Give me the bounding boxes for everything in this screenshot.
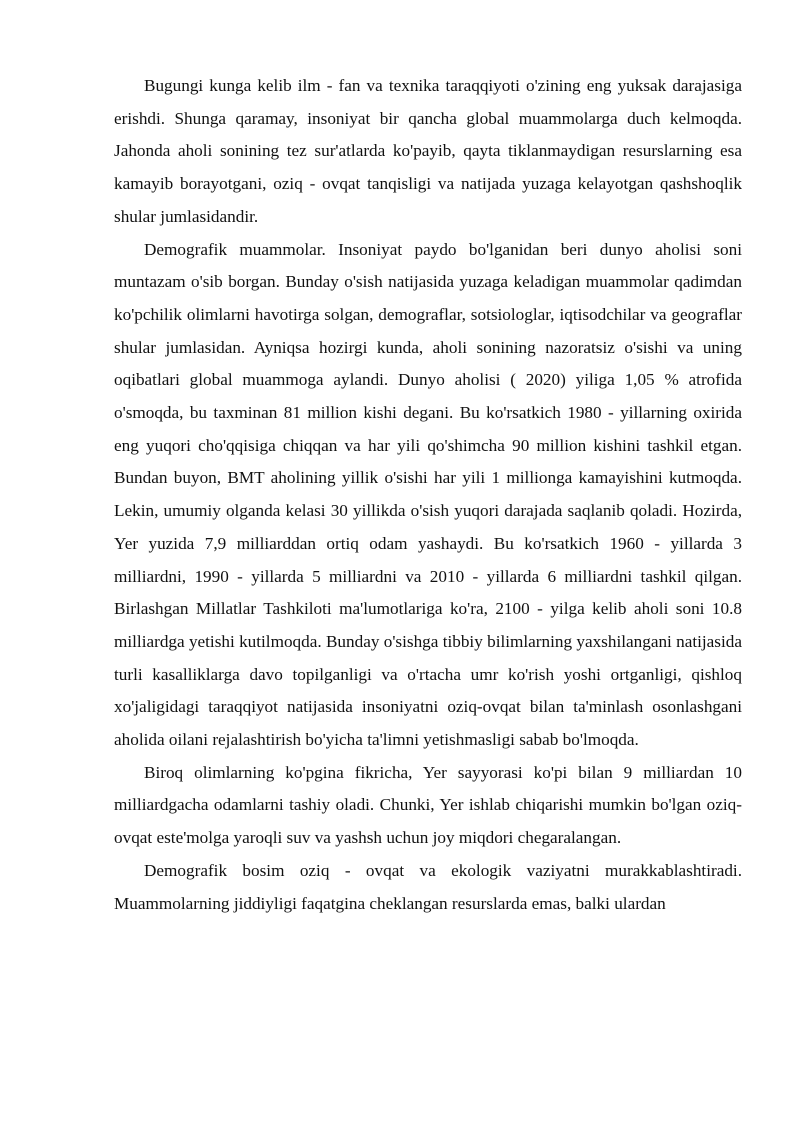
document-page [114, 70, 742, 920]
paragraph-intro: Bugungi kunga kelib ilm - fan va texnika taraqqiyoti o'zining eng yuksak darajasiga erishdi. Shunga qaramay, insoniyat bir qancha global muammolarga duch kelmoqda. Jahonda aholi sonining tez sur'atlarda ko'payib, qayta tiklanmaydigan resurslarning esa kamayib borayotgani, oziq - ovqat tanqisligi va natijada yuzaga kelayotgan qashshoqlik shular jumlasidandir. [114, 76, 742, 226]
paragraph-demographic-pressure: Demografik bosim oziq - ovqat va ekologik vaziyatni murakkablashtiradi. Muammolarning jiddiyligi faqatgina cheklangan resurslarda emas, balki ulardan [114, 860, 742, 913]
paragraph-earth-capacity: Biroq olimlarning ko'pgina fikricha, Yer sayyorasi ko'pi bilan 9 milliardan 10 milliardgacha odamlarni tashiy oladi. Chunki, Yer ishlab chiqarishi mumkin bo'lgan oziq-ovqat este'molga yaroqli suv va yashsh uchun joy miqdori chegaralangan. [114, 762, 742, 848]
paragraph-demographic-problems: Demografik muammolar. Insoniyat paydo bo'lganidan beri dunyo aholisi soni muntazam o'sib borgan. Bunday o'sish natijasida yuzaga keladigan muammolar qadimdan ko'pchilik olimlarni havotirga solgan, demograflar, sotsiologlar, iqtisodchilar va geograflar shular jumlasidan. Ayniqsa hozirgi kunda, aholi sonining nazoratsiz o'sishi va uning oqibatlari global muammoga aylandi. Dunyo aholisi ( 2020) yiliga 1,05 % atrofida o'smoqda, bu taxminan 81 million kishi degani. Bu ko'rsatkich 1980 - yillarning oxirida eng yuqori cho'qqisiga chiqqan va har yili qo'shimcha 90 million kishini tashkil etgan. Bundan buyon, BMT aholining yillik o'sishi har yili 1 millionga kamayishini kutmoqda. Lekin, umumiy olganda kelasi 30 yillikda o'sish yuqori darajada saqlanib qoladi. Hozirda, Yer yuzida 7,9 milliarddan ortiq odam yashaydi. Bu ko'rsatkich 1960 - yillarda 3 milliardni, 1990 - yillarda 5 milliardni va 2010 - yillarda 6 milliardni tashkil qilgan. Birlashgan Millatlar Tashkiloti ma'lumotlariga ko'ra, 2100 - yilga kelib aholi soni 10.8 milliardga yetishi kutilmoqda. Bunday o'sishga tibbiy bilimlarning yaxshilangani natijasida turli kasalliklarga davo topilganligi va o'rtacha umr ko'rish yoshi ortganligi, qishloq xo'jaligidagi taraqqiyot natijasida insoniyatni oziq-ovqat bilan ta'minlash osonlashgani aholida oilani rejalashtirish bo'yicha ta'limni yetishmasligi sabab bo'lmoqda. [114, 239, 742, 750]
